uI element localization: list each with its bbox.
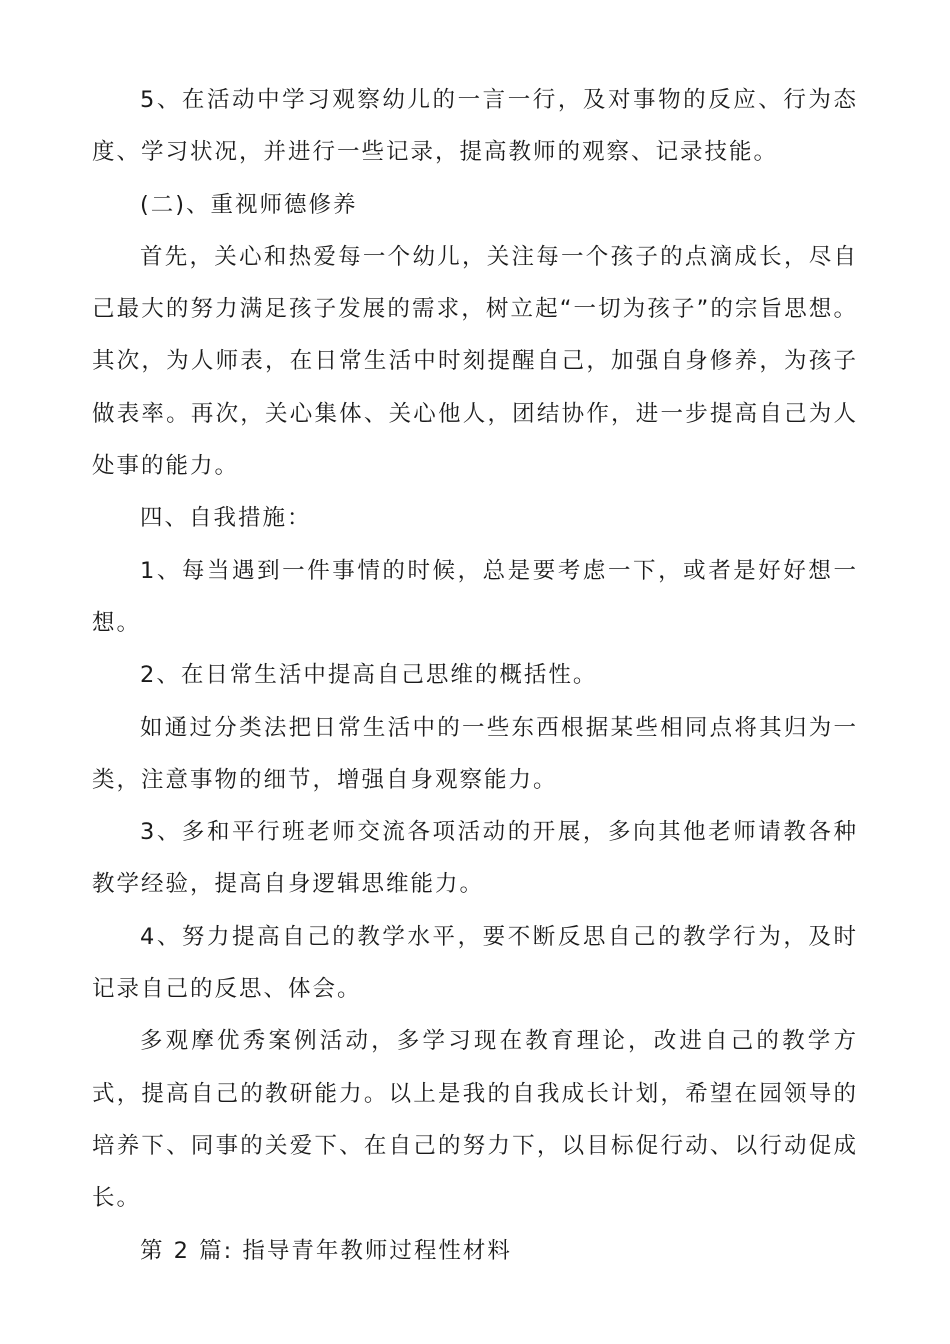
paragraph-classification: 如通过分类法把日常生活中的一些东西根据某些相同点将其归为一类，注意事物的细节，增强自身观察能力。 bbox=[92, 714, 858, 793]
paragraph-conclusion: 多观摩优秀案例活动，多学习现在教育理论，改进自己的教学方式，提高自己的教研能力。以上是我的自我成长计划，希望在园领导的培养下、同事的关爱下、在自己的努力下，以目标促行动、以行动促成长。 bbox=[92, 1028, 858, 1212]
document-body bbox=[92, 74, 858, 1277]
paragraph-item-5-observation: 5、在活动中学习观察幼儿的一言一行，及对事物的反应、行为态度、学习状况，并进行一些记录，提高教师的观察、记录技能。 bbox=[92, 87, 858, 166]
paragraph-item-4-teaching: 4、努力提高自己的教学水平，要不断反思自己的教学行为，及时记录自己的反思、体会。 bbox=[92, 923, 858, 1003]
section-heading-teacher-ethics: (二)、重视师德修养 bbox=[140, 191, 358, 218]
paragraph-ethics-details: 首先，关心和热爱每一个幼儿，关注每一个孩子的点滴成长，尽自己最大的努力满足孩子发展的需求，树立起“一切为孩子”的宗旨思想。其次，为人师表，在日常生活中时刻提醒自己，加强自身修养，为孩子做表率。再次，关心集体、关心他人，团结协作，进一步提高自己为人处事的能力。 bbox=[92, 243, 858, 480]
section-heading-self-measures: 四、自我措施： bbox=[140, 505, 312, 532]
paragraph-item-3-exchange: 3、多和平行班老师交流各项活动的开展，多向其他老师请教各种教学经验，提高自身逻辑思维能力。 bbox=[92, 819, 858, 898]
paragraph-item-1-think: 1、每当遇到一件事情的时候，总是要考虑一下，或者是好好想一想。 bbox=[92, 557, 858, 636]
paragraph-item-2-summarize: 2、在日常生活中提高自己思维的概括性。 bbox=[140, 662, 598, 689]
next-article-heading: 第 2 篇: 指导青年教师过程性材料 bbox=[140, 1237, 512, 1264]
